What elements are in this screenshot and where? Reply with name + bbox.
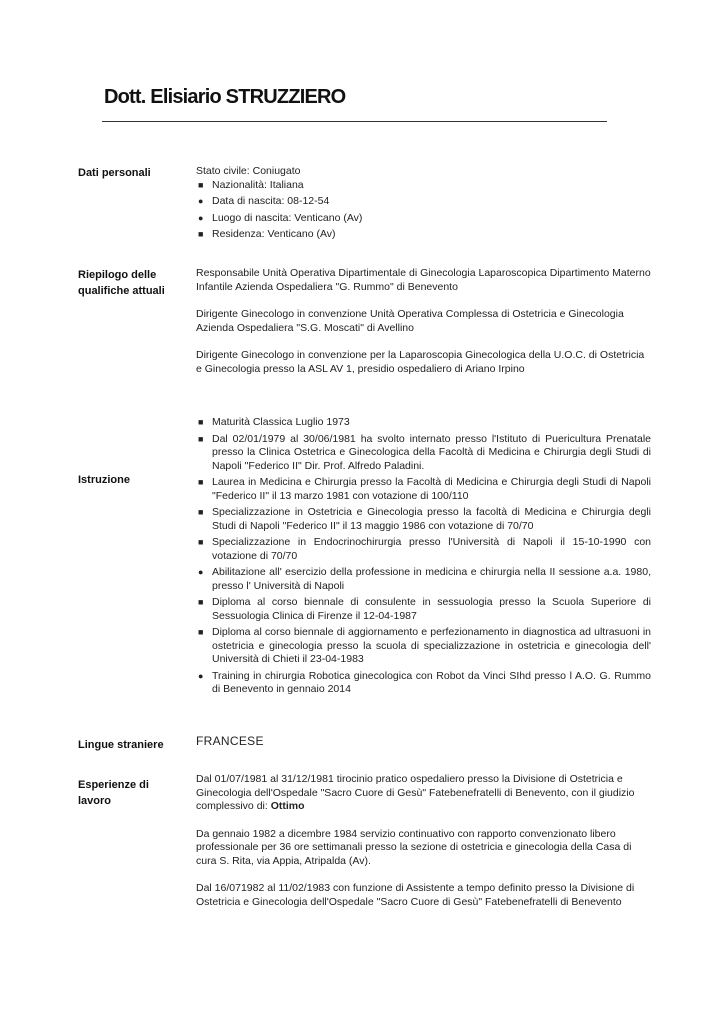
bullet-icon: ●	[198, 196, 204, 206]
language-value: FRANCESE	[196, 734, 264, 748]
list-item: ■ Diploma al corso biennale di aggiornamento e perfezionamento in diagnostica ad ultrasuoni in ostetricia e ginecologia presso la scuola di specializzazione in ostetricia e ginecologia dell' Università di Chieti il 23-04-1983	[198, 626, 651, 665]
personal-list	[196, 179, 651, 242]
list-item: ■ Nazionalità: Italiana	[198, 178, 304, 191]
section-label-languages: Lingue straniere	[78, 739, 164, 751]
list-item: ● Training in chirurgia Robotica ginecologica con Robot da Vinci SIhd presso l A.O. G. Rummo di Benevento in gennaio 2014	[198, 669, 651, 695]
list-item: ■ Maturità Classica Luglio 1973	[198, 416, 350, 428]
evaluation-highlight: Ottimo	[270, 800, 305, 812]
title-divider	[102, 121, 607, 122]
section-education	[196, 416, 651, 700]
bullet-icon: ■	[198, 179, 204, 190]
list-item: ● Abilitazione all' esercizio della professione in medicina e chirurgia nella II sessione a.a. 1980, presso l' Università di Napoli	[198, 566, 651, 592]
qualification-paragraph: Dirigente Ginecologo in convenzione Unità Operativa Complessa di Ostetricia e Ginecologia Azienda Ospedaliera "S.G. Moscati" di Avellino	[196, 308, 624, 334]
experience-paragraph: Dal 16/071982 al 11/02/1983 con funzione di Assistente a tempo definito presso la Divisione di Ostetricia e Ginecologia dell'Ospedale "Sacro Cuore di Gesù" Fatebenefratelli di Benevento	[196, 882, 635, 908]
list-item: ■ Specializzazione in Endocrinochirurgia presso l'Università di Napoli il 15-10-1990 con votazione di 70/70	[198, 536, 651, 562]
section-experience	[196, 773, 651, 917]
bullet-icon: ■	[198, 507, 204, 517]
section-label-personal: Dati personali	[78, 167, 151, 179]
bullet-icon: ■	[198, 417, 204, 427]
bullet-icon: ■	[198, 627, 204, 637]
section-label-education: Istruzione	[78, 474, 130, 486]
section-qualifications	[196, 267, 651, 384]
bullet-icon: ■	[198, 597, 204, 607]
bullet-icon: ■	[198, 477, 204, 487]
list-item: ■ Diploma al corso biennale di consulente in sessuologia presso la Scuola Superiore di Sessuologia Clinica di Firenze il 12-04-1987	[198, 596, 651, 622]
bullet-icon: ■	[198, 229, 204, 239]
experience-paragraph: Dal 01/07/1981 al 31/12/1981 tirocinio pratico ospedaliero presso la Divisione di Ostetricia e Ginecologia dell'Ospedale "Sacro Cuore di Gesù" Fatebenefratelli di Benevento, con il giudizio complessivo di: Ottimo	[196, 773, 635, 812]
list-item: ● Luogo di nascita: Venticano (Av)	[198, 211, 363, 224]
qualification-paragraph: Dirigente Ginecologo in convenzione per la Laparoscopia Ginecologica della U.O.C. di Ostetricia e Ginecologia presso la ASL AV 1, presidio ospedaliero di Ariano Irpino	[196, 349, 645, 375]
civil-status: Stato civile: Coniugato	[196, 165, 301, 177]
list-item: ■ Residenza: Venticano (Av)	[198, 228, 336, 240]
list-item: ■ Laurea in Medicina e Chirurgia presso la Facoltà di Medicina e Chirurgia degli Studi di Napoli "Federico II" il 13 marzo 1981 con votazione di 100/110	[198, 476, 651, 502]
list-item: ■ Dal 02/01/1979 al 30/06/1981 ha svolto internato presso l'Istituto di Puericultura Prenatale presso la Clinica Ostetrica e Ginecologica della Facoltà di Medicina e Chirurgia degli Studi di Napoli "Federico II" Dir. Prof. Alfredo Paladini.	[198, 432, 651, 472]
page-title: Dott. Elisiario STRUZZIERO	[104, 86, 346, 108]
list-item: ● Data di nascita: 08-12-54	[198, 195, 330, 207]
list-item: ■ Specializzazione in Ostetricia e Ginecologia presso la facoltà di Medicina e Chirurgia degli Studi di Napoli "Federico II" il 13 maggio 1986 con votazione di 70/70	[198, 506, 651, 532]
bullet-icon: ●	[198, 212, 204, 223]
bullet-icon: ■	[198, 433, 204, 444]
section-label-qualifications: Riepilogo delle qualifiche attuali	[78, 269, 165, 297]
bullet-icon: ●	[198, 567, 204, 577]
section-personal	[196, 165, 651, 245]
experience-paragraph: Da gennaio 1982 a dicembre 1984 servizio continuativo con rapporto convenzionato libero professionale per 36 ore settimanali presso la sezione di ostetricia e ginecologia della Casa di cura S. Rita, via Appia, Atripalda (Av).	[196, 827, 632, 867]
section-label-experience: Esperienze di lavoro	[78, 779, 149, 807]
qualification-paragraph: Responsabile Unità Operativa Dipartimentale di Ginecologia Laparoscopica Dipartimento Materno Infantile Azienda Ospedaliera "G. Rummo" di Benevento	[196, 267, 651, 293]
bullet-icon: ●	[198, 670, 204, 681]
education-list	[196, 416, 651, 697]
bullet-icon: ■	[198, 537, 204, 547]
